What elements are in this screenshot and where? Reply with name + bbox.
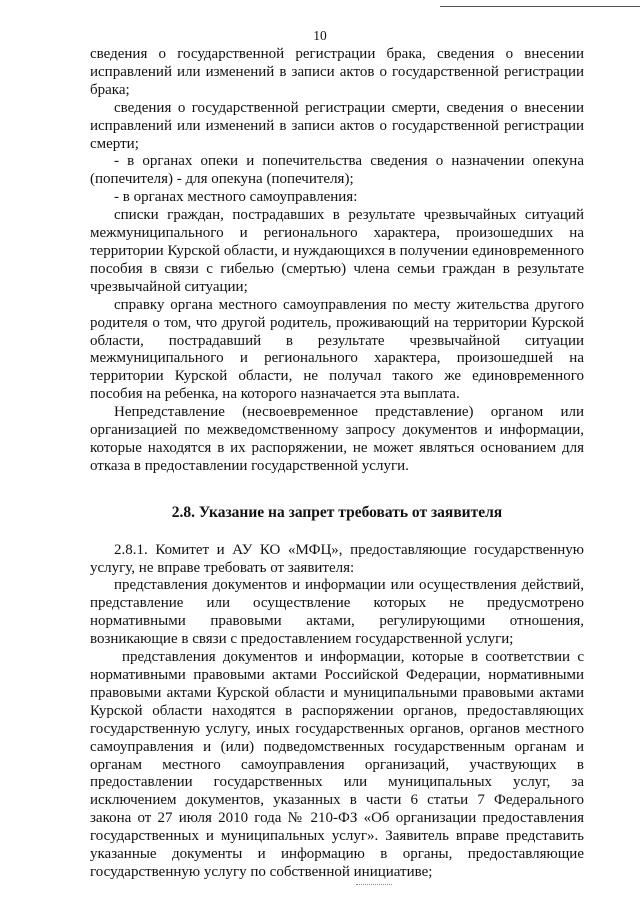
paragraph-certificate: справку органа местного самоуправления по месту жительства другого родителя о том, что другой родитель, проживающий на территории Курской области, пострадавший в результате чрезвычайной ситуации межмуниципального и регионального характера, произошедшей на территории Курской области, не получал такого же единовременного пособия на ребенка, на которого назначается эта выплата. bbox=[90, 296, 584, 403]
document-body bbox=[90, 46, 584, 882]
paragraph-local-government: - в органах местного самоуправления: bbox=[114, 189, 358, 206]
paragraph-guardianship: - в органах опеки и попечительства сведения о назначении опекуна (попечителя) - для опекуна (попечителя); bbox=[90, 153, 584, 188]
paragraph-2-8-1: 2.8.1. Комитет и АУ КО «МФЦ», предоставляющие государственную услугу, не вправе требовать от заявителя: bbox=[90, 541, 584, 576]
paragraph-victims-lists: списки граждан, пострадавших в результате чрезвычайных ситуаций межмуниципального и регионального характера, произошедших на территории Курской области, и нуждающихся в получении единовременного пособия в связи с гибелью (смертью) члена семьи граждан в результате чрезвычайной ситуации; bbox=[90, 207, 584, 295]
bottom-mark bbox=[356, 884, 392, 886]
paragraph-non-submission: Непредставление (несвоевременное представление) органом или организацией по межведомственному запросу документов и информации, которые находятся в их распоряжении, не может являться основанием для отказа в предоставлении государственной услуги. bbox=[90, 404, 584, 474]
paragraph-marriage-registration: сведения о государственной регистрации брака, сведения о внесении исправлений или изменений в записи актов о государственной регистрации брака; bbox=[90, 46, 584, 98]
section-heading: 2.8. Указание на запрет требовать от заявителя bbox=[171, 503, 503, 521]
top-rule bbox=[440, 6, 640, 7]
paragraph-documents-actions: представления документов и информации или осуществления действий, представление или осуществление которых не предусмотрено нормативными правовыми актами, регулирующими отношения, возникающие в связи с предоставлением государственной услуги; bbox=[90, 577, 584, 648]
paragraph-death-registration: сведения о государственной регистрации смерти, сведения о внесении исправлений или изменений в записи актов о государственной регистрации смерти; bbox=[90, 99, 584, 152]
page-number: 10 bbox=[313, 28, 327, 43]
paragraph-documents-info: представления документов и информации, которые в соответствии с нормативными правовыми актами Российской Федерации, нормативными правовыми актами Курской области и муниципальными правовыми актами Курской области находятся в распоряжении органов, предоставляющих государственную услугу, иных государственных органов, органов местного самоуправления и (или) подведомственных государственным органам и органам местного самоуправления организаций, участвующих в предоставлении государственных или муниципальных услуг, за исключением документов, указанных в части 6 статьи 7 Федерального закона от 27 июля 2010 года № 210-ФЗ «Об организации предоставления государственных и муниципальных услуг». Заявитель вправе представить указанные документы и информацию в органы, предоставляющие государственную услугу по собственной инициативе; bbox=[90, 649, 584, 880]
